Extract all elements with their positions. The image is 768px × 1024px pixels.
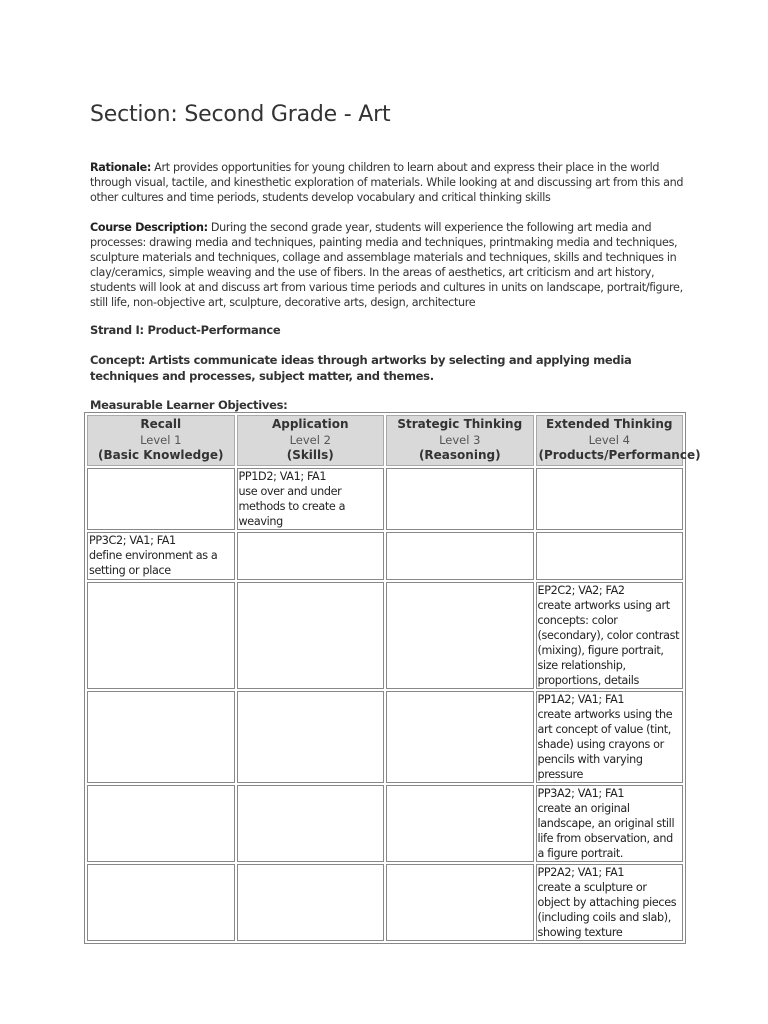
strand-heading: Strand I: Product-Performance: [90, 323, 281, 337]
header-sub: (Skills): [286, 448, 334, 462]
table-row: [87, 468, 683, 530]
concept-heading: Concept: Artists communicate ideas through artworks by selecting and applying media techniques and processes, subject matter, and themes.: [90, 353, 632, 383]
table-cell: [536, 691, 684, 783]
objective-text: use over and under methods to create a weaving: [238, 484, 346, 528]
table-cell: [386, 468, 534, 530]
table-row: [87, 582, 683, 689]
course-description-text: During the second grade year, students will experience the following art media and processes: drawing media and techniques, painting media and techniques, printmaking media and techniques, sculpture materials and techniques, collage and assemblage materials and techniques, skills and techniques in clay/ceramics, simple weaving and the use of fibers. In the areas of aesthetics, art criticism and art history, students will look at and discuss art from various time periods and cultures in units on landscape, portrait/figure, still life, non-objective art, sculpture, decorative arts, design, architecture: [90, 221, 683, 309]
header-title: Strategic Thinking: [397, 417, 523, 431]
objective-text: create artworks using art concepts: color (secondary), color contrast (mixing), figure portrait, size relationship, proportions, details: [537, 598, 680, 687]
objective-code: EP2C2; VA2; FA2: [537, 583, 625, 597]
header-sub: (Reasoning): [418, 448, 501, 462]
table-cell: [536, 582, 684, 689]
header-title: Recall: [140, 417, 182, 431]
table-cell: [87, 532, 235, 580]
header-title: Application: [271, 417, 349, 431]
table-cell: [87, 582, 235, 689]
header-sub: (Products/Performance): [538, 448, 701, 462]
header-sub: (Basic Knowledge): [97, 448, 224, 462]
header-level: Level 4: [588, 432, 630, 447]
section-title: Section: Second Grade - Art: [90, 102, 391, 127]
objective-code: PP2A2; VA1; FA1: [537, 865, 625, 879]
objective-code: PP3C2; VA1; FA1: [89, 533, 176, 547]
rationale-text: Art provides opportunities for young children to learn about and express their place in the world through visual, tactile, and kinesthetic exploration of materials. While looking at and discussing art from this and other cultures and time periods, students develop vocabulary and critical thinking skills: [90, 161, 684, 204]
objectives-table: [84, 412, 701, 944]
header-recall: [87, 415, 235, 466]
table-cell: [386, 691, 534, 783]
objective-code: PP1A2; VA1; FA1: [537, 692, 625, 706]
objective-code: PP3A2; VA1; FA1: [537, 786, 625, 800]
table-cell: [237, 785, 385, 862]
objectives-label: Measurable Learner Objectives:: [90, 398, 288, 412]
table-cell: [87, 864, 235, 941]
header-title: Extended Thinking: [546, 417, 673, 431]
table-row: [87, 785, 683, 862]
header-application: [237, 415, 385, 466]
table-cell: [386, 864, 534, 941]
header-level: Level 3: [439, 432, 481, 447]
table-cell: [237, 468, 385, 530]
table-cell: [536, 785, 684, 862]
objective-text: define environment as a setting or place: [89, 548, 218, 577]
table-cell: [386, 582, 534, 689]
header-extended-thinking: [536, 415, 701, 466]
objective-text: create artworks using the art concept of value (tint, shade) using crayons or pencils with varying pressure: [537, 707, 673, 781]
course-description-paragraph: [90, 220, 690, 310]
header-level: Level 2: [289, 432, 331, 447]
objective-text: create a sculpture or object by attaching pieces (including coils and slab), showing texture: [537, 880, 677, 939]
table-cell: [536, 532, 684, 580]
rationale-label: Rationale:: [90, 161, 151, 174]
table-cell: [237, 582, 385, 689]
table-cell: [237, 691, 385, 783]
table-row: [87, 864, 683, 941]
objective-code: PP1D2; VA1; FA1: [238, 469, 327, 483]
header-strategic-thinking: [386, 415, 534, 466]
table-row: [87, 691, 683, 783]
table-cell: [87, 785, 235, 862]
table-cell: [536, 864, 684, 941]
table-header-row: [87, 415, 683, 466]
table-cell: [87, 468, 235, 530]
table-cell: [386, 532, 534, 580]
rationale-paragraph: [90, 160, 690, 205]
table-row: [87, 532, 683, 580]
header-level: Level 1: [140, 432, 182, 447]
table-cell: [237, 864, 385, 941]
table-cell: [87, 691, 235, 783]
table-cell: [536, 468, 684, 530]
objective-text: create an original landscape, an original still life from observation, and a figure portrait.: [537, 801, 675, 860]
table-cell: [386, 785, 534, 862]
course-description-label: Course Description:: [90, 221, 208, 234]
table-cell: [237, 532, 385, 580]
